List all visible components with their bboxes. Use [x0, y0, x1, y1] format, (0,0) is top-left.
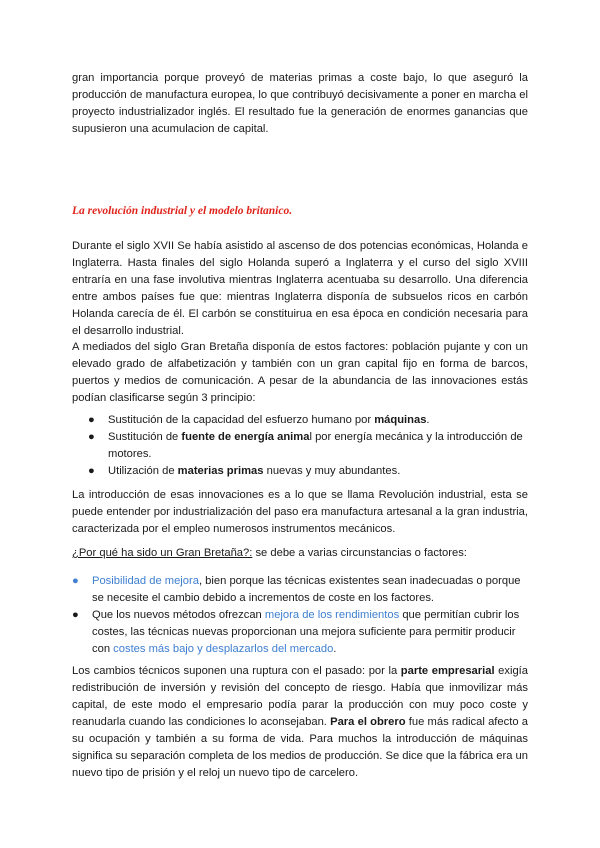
section-heading: La revolución industrial y el modelo britanico.: [72, 205, 293, 217]
paragraph-potencias: Durante el siglo XVII Se había asistido al ascenso de dos potencias económicas, Holanda e Inglaterra. Hasta finales del siglo Holanda superó a Inglaterra y el curso del siglo XVIII entraría en una fase involutiva mientras Inglaterra acentuaba su desarrollo. Una diferencia entre ambos países fue que: mientras Inglaterra disponía de subsuelos ricos en carbón Holanda carecía de él. El carbón se constituirua en esa época en condición necesaria para el desarrollo industrial.: [72, 240, 528, 337]
factors-list: [72, 573, 528, 658]
question-line: ¿Por qué ha sido un Gran Bretaña?: se debe a varias circunstancias o factores:: [72, 547, 467, 559]
paragraph-cambios: Los cambios técnicos suponen una ruptura con el pasado: por la parte empresarial exigía redistribución de inversión y revisión del concepto de riesgo. Había que inmovilizar más capital, de este modo el empresario podía parar la producción con muy poco coste y reanudarla cuando las condiciones lo aconsejaban. Para el obrero fue más radical afecto a su ocupación y también a su forma de vida. Para muchos la introducción de máquinas significa su separación completa de los medios de producción. Se dice que la fábrica era un nuevo tipo de prisión y el reloj un nuevo tipo de carcelero.: [72, 665, 529, 779]
bullet-icon: ●: [88, 431, 95, 443]
list-item: ● Sustitución de fuente de energía animal por energía mecánica y la introducción de motores.: [88, 431, 523, 460]
question-underlined: ¿Por qué ha sido un Gran Bretaña?:: [72, 547, 253, 559]
list-item: ● Que los nuevos métodos ofrezcan mejora de los rendimientos que permitían cubrir los costes, las técnicas nuevas proporcionan una mejora suficiente para permitir producir con costes más bajo y desplazarlos del mercado.: [72, 609, 520, 655]
list-item: ● Posibilidad de mejora, bien porque las técnicas existentes sean inadecuadas o porque se necesite el cambio debido a incrementos de coste en los factores.: [72, 575, 521, 604]
bullet-icon: ●: [88, 414, 95, 426]
paragraph-revolucion: La introducción de esas innovaciones es a lo que se llama Revolución industrial, esta se puede entender por industrialización del paso era manufactura artesanal a la gran industria, caracterizada por el empleo numerosos instrumentos mecánicos.: [72, 489, 528, 535]
bullet-icon: ●: [72, 575, 79, 587]
innovations-list: [88, 412, 528, 480]
list-item: ● Sustitución de la capacidad del esfuerzo humano por máquinas.: [88, 412, 528, 429]
bullet-icon: ●: [88, 465, 95, 477]
paragraph-factores: A mediados del siglo Gran Bretaña disponía de estos factores: población pujante y con un elevado grado de alfabetización y también con un gran capital fijo en forma de barcos, puertos y medios de comunicación. A pesar de la abundancia de las innovaciones estás podían clasificarse según 3 principio:: [72, 341, 528, 404]
list-item: ● Utilización de materias primas nuevas y muy abundantes.: [88, 463, 528, 480]
intro-paragraph: gran importancia porque proveyó de materias primas a coste bajo, lo que aseguró la producción de manufactura europea, lo que contribuyó decisivamente a poner en marcha el proyecto industrializador inglés. El resultado fue la generación de enormes ganancias que supusieron una acumulacion de capital.: [72, 72, 528, 135]
bullet-icon: ●: [72, 609, 79, 621]
